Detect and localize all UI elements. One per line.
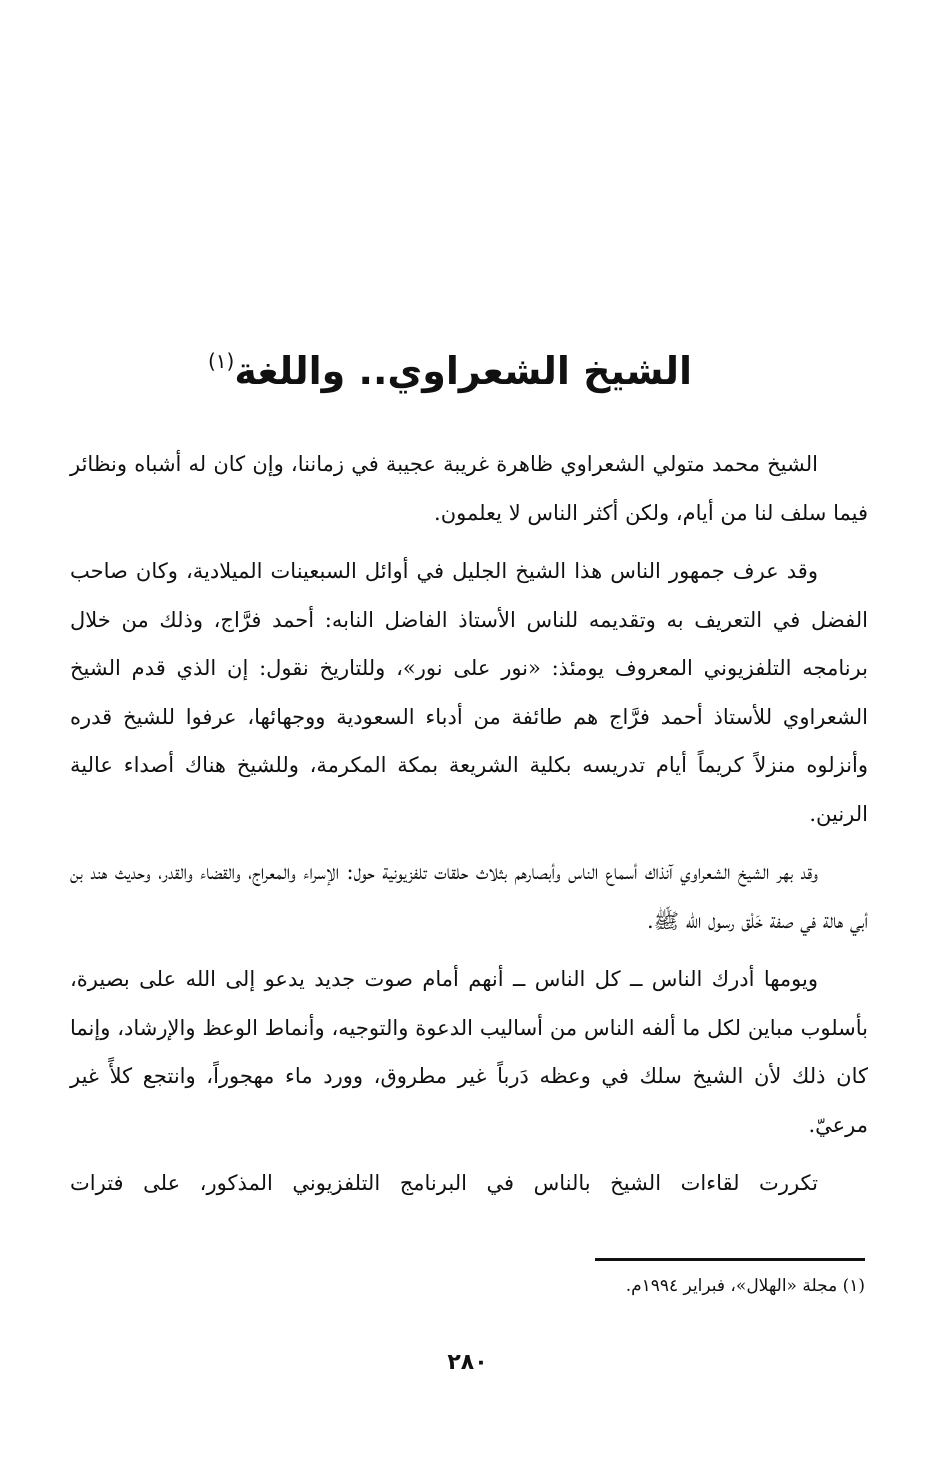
footnote-reference: (١) (207, 349, 235, 374)
page-number: ٢٨٠ (447, 1350, 488, 1375)
paragraph: تكررت لقاءات الشيخ بالناس في البرنامج التلفزيوني المذكور، على فترات (70, 1171, 818, 1195)
chapter-title-text: الشيخ الشعراوي.. واللغة (234, 349, 692, 394)
paragraph: ويومها أدرك الناس ــ كل الناس ــ أنهم أمام صوت جديد يدعو إلى الله على بصيرة، بأسلوب مباين لكل ما ألفه الناس من أساليب الدعوة والتوجيه، وأنماط الوعظ والإرشاد، وإنما كان ذلك لأن الشيخ سلك في وعظه دَرباً غير مطروق، وورد ماء مهجوراً، وانتجع كلأً غير مرعيّ. (70, 967, 868, 1137)
footnote-divider (595, 1258, 865, 1261)
paragraph: وقد بهر الشيخ الشعراوي آنذاك أسماع الناس وأبصارهم بثلاث حلقات تلفزيونية حول: الإسراء والمعراج، والقضاء والقدر، وحديث هند بن أبي هالة في صفة خَلْق رسول الله ﷺ. (70, 860, 868, 933)
chapter-title (120, 333, 780, 399)
paragraph: الشيخ محمد متولي الشعراوي ظاهرة غريبة عجيبة في زماننا، وإن كان له أشباه ونظائر فيما سلف لنا من أيام، ولكن أكثر الناس لا يعلمون. (70, 452, 868, 525)
footnote: (١) مجلة «الهلال»، فبراير ١٩٩٤م. (625, 1276, 865, 1296)
paragraph: وقد عرف جمهور الناس هذا الشيخ الجليل في أوائل السبعينات الميلادية، وكان صاحب الفضل في التعريف به وتقديمه للناس الأستاذ الفاضل النابه: أحمد فرَّاج، وذلك من خلال برنامجه التلفزيوني المعروف يومئذ: «نور على نور»، وللتاريخ نقول: إن الذي قدم الشيخ الشعراوي للأستاذ أحمد فرَّاج هم طائفة من أدباء السعودية ووجهائها، عرفوا للشيخ قدره وأنزلوه منزلاً كريماً أيام تدريسه بكلية الشريعة بمكة المكرمة، وللشيخ هناك أصداء عالية الرنين. (70, 559, 868, 826)
body-text (70, 440, 868, 1208)
